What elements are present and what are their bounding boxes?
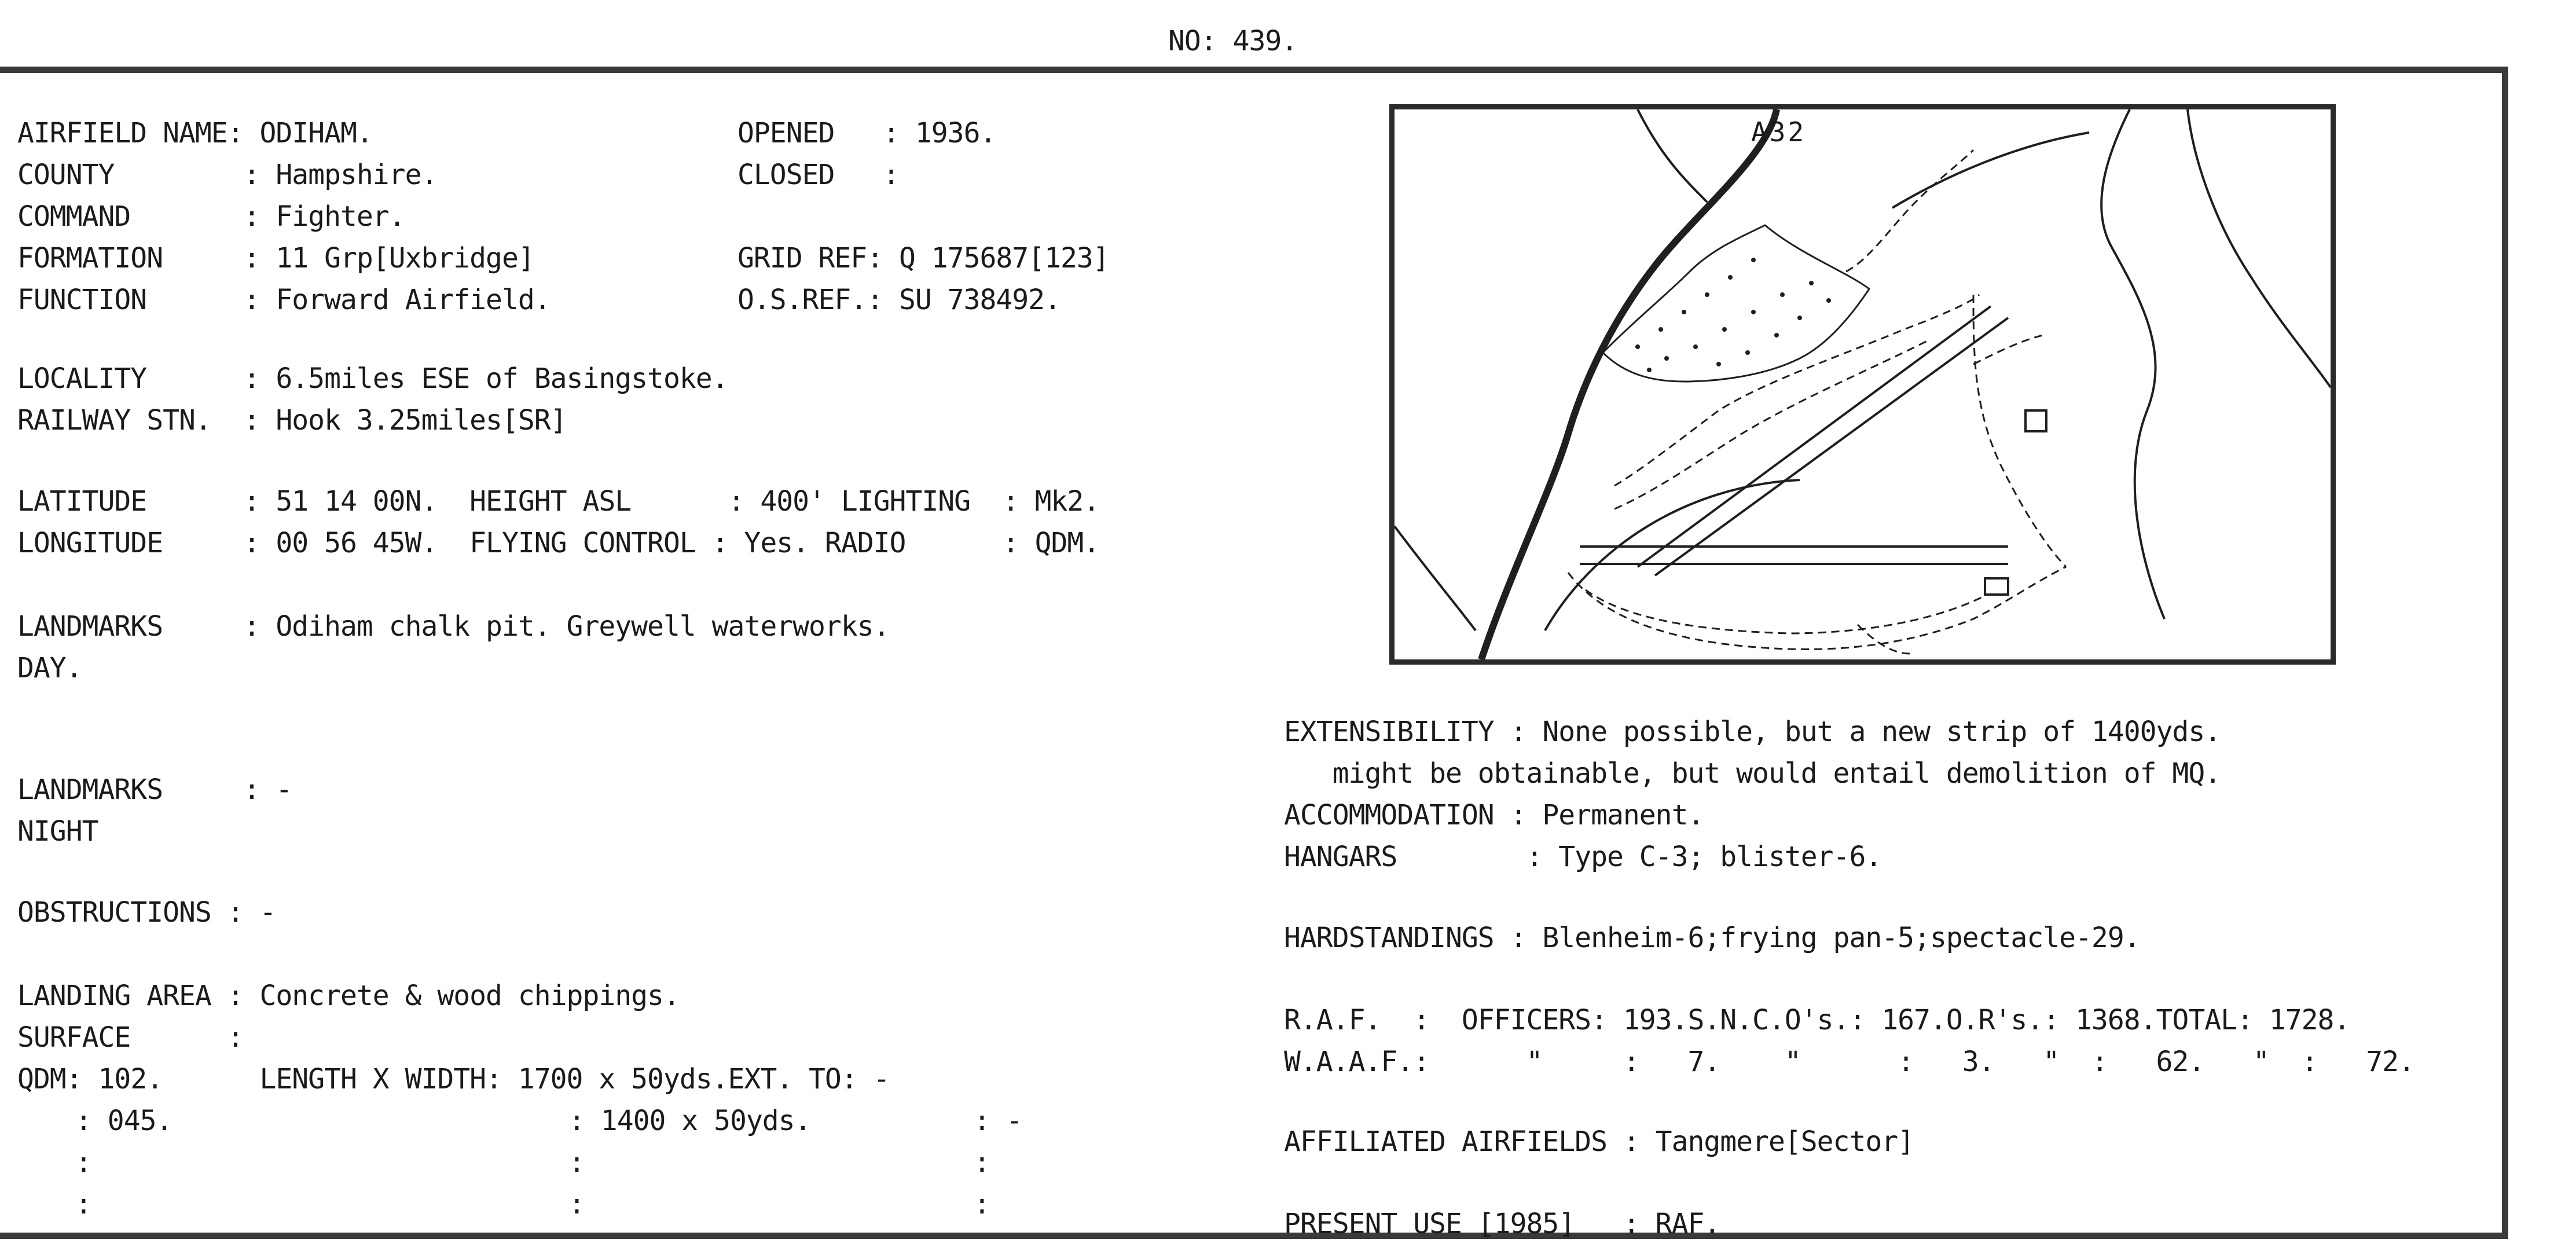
latitude-row: LATITUDE : 51 14 00N. HEIGHT ASL : 400' LIGHTING : Mk2. <box>17 485 1100 518</box>
extensibility: EXTENSIBILITY : None possible, but a new strip of 1400yds. <box>1284 716 2221 748</box>
field-boundary <box>1638 109 1707 202</box>
woodland-stipple <box>1635 258 1831 372</box>
os-ref: O.S.REF.: SU 738492. <box>737 284 1061 316</box>
affiliated-airfields: AFFILIATED AIRFIELDS : Tangmere[Sector] <box>1284 1125 1914 1158</box>
formation: FORMATION : 11 Grp[Uxbridge] <box>17 242 534 274</box>
present-use: PRESENT USE [1985] : RAF. <box>1284 1208 1720 1240</box>
landmarks-day: LANDMARKS : Odiham chalk pit. Greywell waterworks. <box>17 610 890 643</box>
airfield-map <box>1389 104 2336 665</box>
longitude-row: LONGITUDE : 00 56 45W. FLYING CONTROL : Yes. RADIO : QDM. <box>17 527 1100 559</box>
qdm-row-1: QDM: 102. LENGTH X WIDTH: 1700 x 50yds.EXT. TO: - <box>17 1063 890 1095</box>
qdm-blank-colon: : <box>75 1188 91 1220</box>
extensibility-continued: might be obtainable, but would entail demolition of MQ. <box>1284 757 2221 790</box>
waaf-personnel: W.A.A.F.: " : 7. " : 3. " : 62. " : 72. <box>1284 1046 2414 1078</box>
closed: CLOSED : <box>737 159 899 191</box>
county: COUNTY : Hampshire. <box>17 159 438 191</box>
record-number: NO: 439. <box>1168 25 1298 57</box>
landmarks-night: LANDMARKS : - <box>17 773 292 806</box>
qdm-blank-colon: : <box>974 1188 990 1220</box>
field-boundary <box>2188 109 2331 387</box>
landing-area: LANDING AREA : Concrete & wood chippings. <box>17 980 680 1012</box>
qdm-blank-colon: : <box>75 1146 91 1179</box>
hangars: HANGARS : Type C-3; blister-6. <box>1284 841 1882 873</box>
qdm-blank-colon: : <box>568 1188 585 1220</box>
qdm-row-2-a: : 045. <box>75 1105 173 1137</box>
landmarks-day-label: DAY. <box>17 652 82 684</box>
command: COMMAND : Fighter. <box>17 200 405 233</box>
qdm-row-2-c: : - <box>974 1105 1022 1137</box>
road-label-a32: A32 <box>1751 116 1807 148</box>
field-boundary <box>1545 480 1800 630</box>
field-boundary <box>1395 526 1476 630</box>
airfield-name: AIRFIELD NAME: ODIHAM. <box>17 117 373 149</box>
airfield-map-drawing <box>1395 109 2331 659</box>
locality: LOCALITY : 6.5miles ESE of Basingstoke. <box>17 362 728 395</box>
opened: OPENED : 1936. <box>737 117 996 149</box>
railway-station: RAILWAY STN. : Hook 3.25miles[SR] <box>17 404 567 437</box>
function: FUNCTION : Forward Airfield. <box>17 284 551 316</box>
qdm-blank-colon: : <box>568 1146 585 1179</box>
qdm-blank-colon: : <box>974 1146 990 1179</box>
surface: SURFACE : <box>17 1021 244 1054</box>
landmarks-night-label: NIGHT <box>17 815 98 848</box>
hardstandings: HARDSTANDINGS : Blenheim-6;frying pan-5;spectacle-29. <box>1284 922 2140 954</box>
woodland-edge <box>1603 225 1869 382</box>
raf-personnel: R.A.F. : OFFICERS: 193.S.N.C.O's.: 167.O.R's.: 1368.TOTAL: 1728. <box>1284 1004 2350 1036</box>
field-boundary <box>2101 109 2164 619</box>
qdm-row-2-b: : 1400 x 50yds. <box>568 1105 811 1137</box>
grid-ref: GRID REF: Q 175687[123] <box>737 242 1109 274</box>
dispersal-pen <box>1985 578 2008 595</box>
dispersal-pen <box>2025 410 2046 431</box>
accommodation: ACCOMMODATION : Permanent. <box>1284 799 1704 831</box>
runways <box>1580 306 2008 575</box>
road-a32 <box>1481 109 1777 659</box>
obstructions: OBSTRUCTIONS : - <box>17 896 276 929</box>
